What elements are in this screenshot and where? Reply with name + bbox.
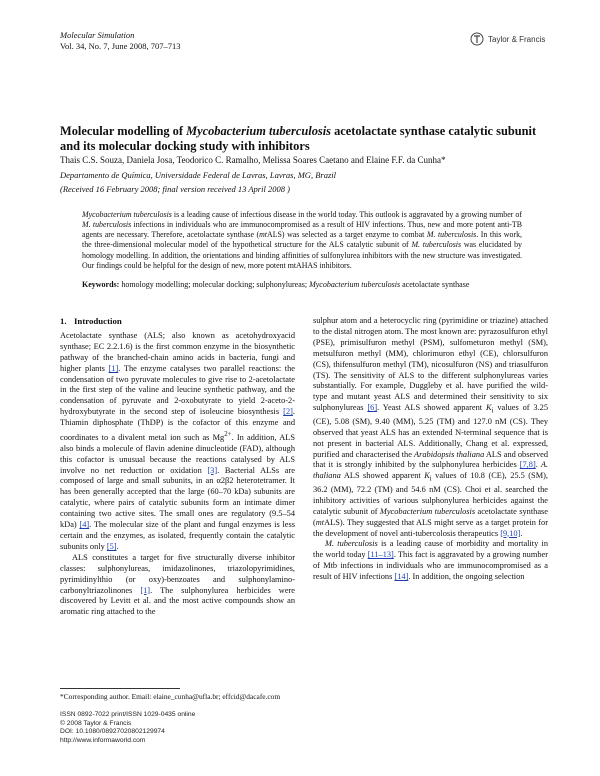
publisher-url[interactable]: http://www.informaworld.com <box>60 736 146 744</box>
paragraph: ALS constitutes a target for five structurally diverse inhibitor classes: sulphonylureas, imidazolinones, triazolopyrimidines, pyrimidinylthio (or oxy)-benzoates and sulphonylamino-carbonyltriazolinones [1]. The sulphonylurea herbicides were discovered by Levitt et al. and the most active compounds show an aromatic ring attached to the <box>60 552 296 617</box>
keywords <box>82 280 542 290</box>
affiliation: Departamento de Química, Universidade Federal de Lavras, Lavras, MG, Brazil <box>60 170 336 180</box>
publisher-logo-text: Taylor & Francis <box>488 34 546 44</box>
journal-name: Molecular Simulation <box>60 30 135 40</box>
copyright: © 2008 Taylor & Francis <box>60 719 132 727</box>
publisher-logo <box>470 32 545 46</box>
section-heading <box>60 316 295 327</box>
abstract: Mycobacterium tuberculosis is a leading cause of infectious disease in the world today. This outlook is aggravated by a growing number of M. tuberculosis infections in individuals who are immunocompromised as a result of HIV infections. Thus, new and more potent anti-TB agents are necessary. Therefore, acetolactate synthase (mtALS) was selected as a target enzyme to combat M. tuberculosis. In this work, the three-dimensional molecular model of the hypothetical structure for the ALS catalytic subunit of M. tuberculosis was elucidated by homology modelling. In addition, the orientations and binding affinities of sulfonylurea inhibitors with the new structure was investigated. Our findings could be helpful for the design of new, more potent mtAHAS inhibitors. <box>82 210 522 270</box>
section-title: Introduction <box>74 316 122 326</box>
footnote-rule <box>60 688 180 689</box>
received-dates: (Received 16 February 2008; final version received 13 April 2008 ) <box>60 184 290 194</box>
left-column <box>60 316 295 618</box>
journal-header <box>60 30 181 52</box>
paragraph: sulphur atom and a heterocyclic ring (pyrimidine or triazine) attached to the distal nitrogen atom. The most known are: pyrazosulfuron ethyl (PSE), primisulfuron methyl (PSM), sulfometuron methyl (SM), metsulfuron methyl (MM), chlorimuron ethyl (CE), chlorsulfuron (CS), thifensulfuron methyl (TM), nicosulfuron (NS) and triasulfuron (TS). The sensitivity of ALS to the different sulphonylureas varies substantially. For example, Duggleby et al. have purified the wild-type and mutant yeast ALS and determined their sensitivity to six sulphonylureas [6]. Yeast ALS showed apparent $K_i$ values of 3.25 (CE), 5.08 (SM), 9.40 (MM), 5.25 (TM) and 127.0 nM (CS). They observed that yeast ALS has an extended N-terminal sequence that is not present in bacterial ALS. Additionally, Chang et al. expressed, purified and characterised the Arabidopsis thaliana ALS and observed that it is strongly inhibited by the sulphonylurea herbicides [7,8]. A. thaliana ALS showed apparent $K_i$ values of 10.8 (CE), 25.5 (SM), 36.2 (MM), 72.2 (TM) and 54.6 nM (CS). Choi et al. searched the inhibitory activities of various sulphonylurea herbicides against the catalytic subunit of Mycobacterium tuberculosis acetolactate synthase (mtALS). They suggested that ALS might serve as a target protein for the development of novel anti-tubercolosis therapeutics [9,10]. <box>313 316 548 538</box>
right-column <box>313 316 548 583</box>
article-title: Molecular modelling of Mycobacterium tuberculosis acetolactate synthase catalytic subunit and its molecular docking study with inhibitors <box>60 124 537 153</box>
corresponding-author-footnote: *Corresponding author. Email: elaine_cunha@ufla.br; effcid@dacafe.com <box>60 692 281 701</box>
paragraph: M. tuberculosis is a leading cause of morbidity and mortality in the world today [11–13]. This fact is aggravated by a growing number of Mtb infections in individuals who are immunocompromised as a result of HIV infections [14]. In addition, the ongoing selection <box>313 539 548 582</box>
keywords-text: homology modelling; molecular docking; sulphonylureas; Mycobacterium tuberculosis acetolactate synthase <box>121 280 470 289</box>
publisher-logo-icon <box>470 32 484 46</box>
keywords-label: Keywords: <box>82 280 120 289</box>
author-list: Thais C.S. Souza, Daniela Josa, Teodorico C. Ramalho, Melissa Soares Caetano and Elaine F.F. da Cunha* <box>60 155 446 165</box>
paragraph: Acetolactate synthase (ALS; also known as acetohydroxyacid synthase; EC 2.2.1.6) is the first common enzyme in the biosynthetic pathway of the branched-chain amino acids in bacteria, fungi and higher plants [1]. The enzyme catalyses two parallel reactions: the condensation of two pyruvate molecules to give rise to 2-acetolactate in the first step of the valine and leucine synthetic pathway, and the condensation of pyruvate and 2-oxobutyrate to yield 2-aceto-2-hydroxybutyrate in the second step of isoleucine biosynthesis [2]. Thiamin diphosphate (ThDP) is the cofactor of this enzyme and coordinates to a divalent metal ion such as $Mg^{2+}$. In addition, ALS also binds a molecule of flavin adenine dinucleotide (FAD), although this cofactor is unusual because the reactions catalysed by ALS involve no net reduction or oxidation [3]. Bacterial ALSs are composed of large and small subunits, in an α2β2 heterotetramer. It has been generally accepted that the large (60–70 kDa) subunits are catalytic, where pairs of catalytic subunits form an intimate dimer containing two active sites. The small ones are regulatory (9.5–54 kDa) [4]. The molecular size of the plant and fungal enzymes is less certain and the enzymes, as isolated, frequently contain the catalytic subunits only [5]. <box>60 330 295 551</box>
doi: DOI: 10.1080/08927020802129974 <box>60 728 165 735</box>
section-number: 1. <box>60 316 67 326</box>
journal-issue: Vol. 34, No. 7, June 2008, 707–713 <box>60 41 181 51</box>
issn: ISSN 0892-7022 print/ISSN 1029-0435 online <box>60 711 196 718</box>
publication-metadata <box>60 711 360 745</box>
